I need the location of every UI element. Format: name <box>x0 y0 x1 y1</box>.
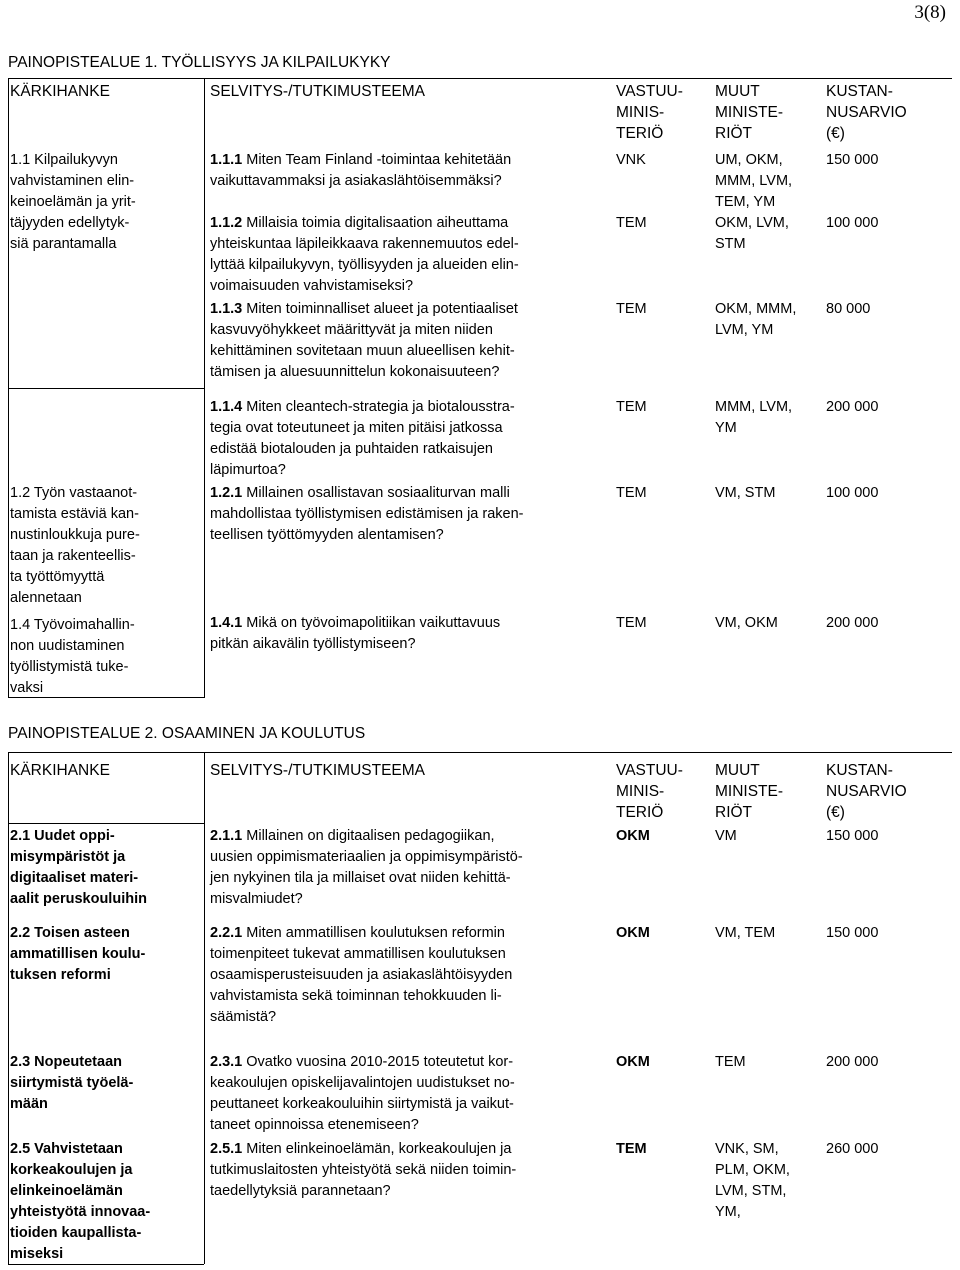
kustannus-2-2-1: 150 000 <box>826 925 879 941</box>
muut-1-1-3: OKM, MMM, LVM, YM <box>715 301 797 338</box>
teema-id: 1.1.3 <box>210 301 243 317</box>
kustannus-1-1-4: 200 000 <box>826 399 879 415</box>
kustannus-1-2-1: 100 000 <box>826 485 879 501</box>
teema-text: Miten ammatillisen koulutuksen reformin toimenpiteet tukevat ammatillisen koulutuksen osaamisperusteisuuden ja asiakaslähtöisyyden vahvistamista sekä toiminnan tehokkuuden li- säämistä? <box>210 925 513 1025</box>
kustannus-2-3-1: 200 000 <box>826 1054 879 1070</box>
kustannus-1-4-1: 200 000 <box>826 615 879 631</box>
teema-text: Miten Team Finland -toimintaa kehitetään vaikuttavammaksi ja asiakaslähtöisemmäksi? <box>210 152 512 189</box>
muut-1-1-2: OKM, LVM, STM <box>715 215 789 252</box>
table1-header-vastuu: VASTUU- MINIS- TERIÖ <box>616 83 683 142</box>
teema-1-1-4 <box>210 397 610 481</box>
teema-text: Mikä on työvoimapolitiikan vaikuttavuus pitkän aikavälin työllistymiseen? <box>210 615 501 652</box>
kustannus-1-1-1: 150 000 <box>826 152 879 168</box>
table1-group-divider <box>8 388 204 389</box>
muut-1-1-1: UM, OKM, MMM, LVM, TEM, YM <box>715 152 793 210</box>
teema-id: 1.1.2 <box>210 215 243 231</box>
teema-text: Miten toiminnalliset alueet ja potentiaaliset kasvuvyöhykkeet määrittyvät ja miten niiden kehittäminen sovitetaan muun alueellisen kehit- tämisen ja aluesuunnittelun kokonaisuuteen? <box>210 301 518 380</box>
teema-2-2-1 <box>210 923 610 1028</box>
teema-2-1-1 <box>210 826 610 910</box>
muut-1-2-1: VM, STM <box>715 485 776 501</box>
table1-col-divider <box>204 78 205 698</box>
hanke-1-4: 1.4 Työvoimahallin- non uudistaminen työllistymistä tuke- vaksi <box>10 617 135 696</box>
teema-1-4-1 <box>210 613 610 655</box>
table2-header-kustannus: KUSTAN- NUSARVIO (€) <box>826 762 907 821</box>
table2-header-muut: MUUT MINISTE- RIÖT <box>715 762 784 821</box>
teema-1-1-2 <box>210 213 610 297</box>
page-number: 3(8) <box>914 2 946 23</box>
vastuu-1-1-2: TEM <box>616 215 647 231</box>
table1-header-muut: MUUT MINISTE- RIÖT <box>715 83 784 142</box>
table1-top-border <box>8 78 952 79</box>
muut-1-4-1: VM, OKM <box>715 615 778 631</box>
vastuu-2-1-1: OKM <box>616 828 650 844</box>
kustannus-1-1-2: 100 000 <box>826 215 879 231</box>
vastuu-2-2-1: OKM <box>616 925 650 941</box>
section1-title: PAINOPISTEALUE 1. TYÖLLISYYS JA KILPAILUKYKY <box>8 54 391 71</box>
muut-2-2-1: VM, TEM <box>715 925 776 941</box>
vastuu-2-3-1: OKM <box>616 1054 650 1070</box>
teema-1-1-3 <box>210 299 610 383</box>
table1-header-kustannus: KUSTAN- NUSARVIO (€) <box>826 83 907 142</box>
teema-text: Miten cleantech-strategia ja biotalousstra- tegia ovat toteutuneet ja miten pitäisi jatkossa edistää biotalouden ja puhtaiden ratkaisujen läpimurtoa? <box>210 399 515 478</box>
kustannus-1-1-3: 80 000 <box>826 301 871 317</box>
hanke-2-3: 2.3 Nopeutetaan siirtymistä työelä- mään <box>10 1054 134 1112</box>
teema-text: Millainen on digitaalisen pedagogiikan, uusien oppimismateriaalien ja oppimisympäristö- jen nykyinen tila ja millaiset ovat niiden kehittä- misvalmiudet? <box>210 828 523 907</box>
muut-2-1-1: VM <box>715 828 737 844</box>
muut-2-3-1: TEM <box>715 1054 746 1070</box>
teema-id: 1.4.1 <box>210 615 243 631</box>
section2-title: PAINOPISTEALUE 2. OSAAMINEN JA KOULUTUS <box>8 725 366 742</box>
table2-header-vastuu: VASTUU- MINIS- TERIÖ <box>616 762 683 821</box>
vastuu-1-1-3: TEM <box>616 301 647 317</box>
teema-id: 2.1.1 <box>210 828 243 844</box>
teema-id: 2.5.1 <box>210 1141 243 1157</box>
teema-2-5-1 <box>210 1139 610 1202</box>
table2-left-border <box>8 752 9 1264</box>
muut-1-1-4: MMM, LVM, YM <box>715 399 793 436</box>
table2-header-divider <box>8 823 204 824</box>
table2-top-border <box>8 752 952 753</box>
teema-text: Millainen osallistavan sosiaaliturvan malli mahdollistaa työllistymisen edistämisen ja raken- teellisen työttömyyden alentamisen? <box>210 485 524 543</box>
table1-header-karkihanke: KÄRKIHANKE <box>10 83 110 100</box>
vastuu-1-1-1: VNK <box>616 152 646 168</box>
vastuu-2-5-1: TEM <box>616 1141 647 1157</box>
hanke-2-1: 2.1 Uudet oppi- misympäristöt ja digitaaliset materi- aalit peruskouluihin <box>10 828 147 907</box>
teema-id: 2.3.1 <box>210 1054 243 1070</box>
teema-text: Miten elinkeinoelämän, korkeakoulujen ja tutkimuslaitosten yhteistyötä sekä niiden toimin- taedellytyksiä parannetaan? <box>210 1141 517 1199</box>
teema-id: 1.1.1 <box>210 152 243 168</box>
muut-2-5-1: VNK, SM, PLM, OKM, LVM, STM, YM, <box>715 1141 790 1220</box>
vastuu-1-2-1: TEM <box>616 485 647 501</box>
kustannus-2-5-1: 260 000 <box>826 1141 879 1157</box>
teema-text: Millaisia toimia digitalisaation aiheuttama yhteiskuntaa läpileikkaava rakennemuutos edel- lyttää kilpailukyvyn, työllisyyden ja alueiden elin- voimaisuuden vahvistamiseksi? <box>210 215 519 294</box>
kustannus-2-1-1: 150 000 <box>826 828 879 844</box>
vastuu-1-1-4: TEM <box>616 399 647 415</box>
table2-header-karkihanke: KÄRKIHANKE <box>10 762 110 779</box>
table2-header-selvitys: SELVITYS-/TUTKIMUSTEEMA <box>210 762 426 779</box>
teema-id: 1.2.1 <box>210 485 243 501</box>
table1-header-selvitys: SELVITYS-/TUTKIMUSTEEMA <box>210 83 426 100</box>
vastuu-1-4-1: TEM <box>616 615 647 631</box>
hanke-1-2: 1.2 Työn vastaanot- tamista estäviä kan- nustinloukkuja pure- taan ja rakenteellis- ta työttömyyttä alennetaan <box>10 485 140 606</box>
teema-2-3-1 <box>210 1052 610 1136</box>
teema-1-2-1 <box>210 483 610 546</box>
table2-col-divider <box>204 752 205 1264</box>
teema-text: Ovatko vuosina 2010-2015 toteutetut kor- keakoulujen opiskelijavalintojen uudistukset no- peuttaneet korkeakouluihin siirtymistä ja vaikut- taneet opinnoissa etenemiseen? <box>210 1054 515 1133</box>
teema-id: 2.2.1 <box>210 925 243 941</box>
hanke-2-2: 2.2 Toisen asteen ammatillisen koulu- tuksen reformi <box>10 925 146 983</box>
teema-1-1-1 <box>210 150 610 192</box>
teema-id: 1.1.4 <box>210 399 243 415</box>
hanke-2-5: 2.5 Vahvistetaan korkeakoulujen ja elinkeinoelämän yhteistyötä innovaa- tioiden kaupallista- miseksi <box>10 1141 151 1262</box>
hanke-1-1: 1.1 Kilpailukyvyn vahvistaminen elin- keinoelämän ja yrit- täjyyden edellytyk- siä parantamalla <box>10 152 136 252</box>
